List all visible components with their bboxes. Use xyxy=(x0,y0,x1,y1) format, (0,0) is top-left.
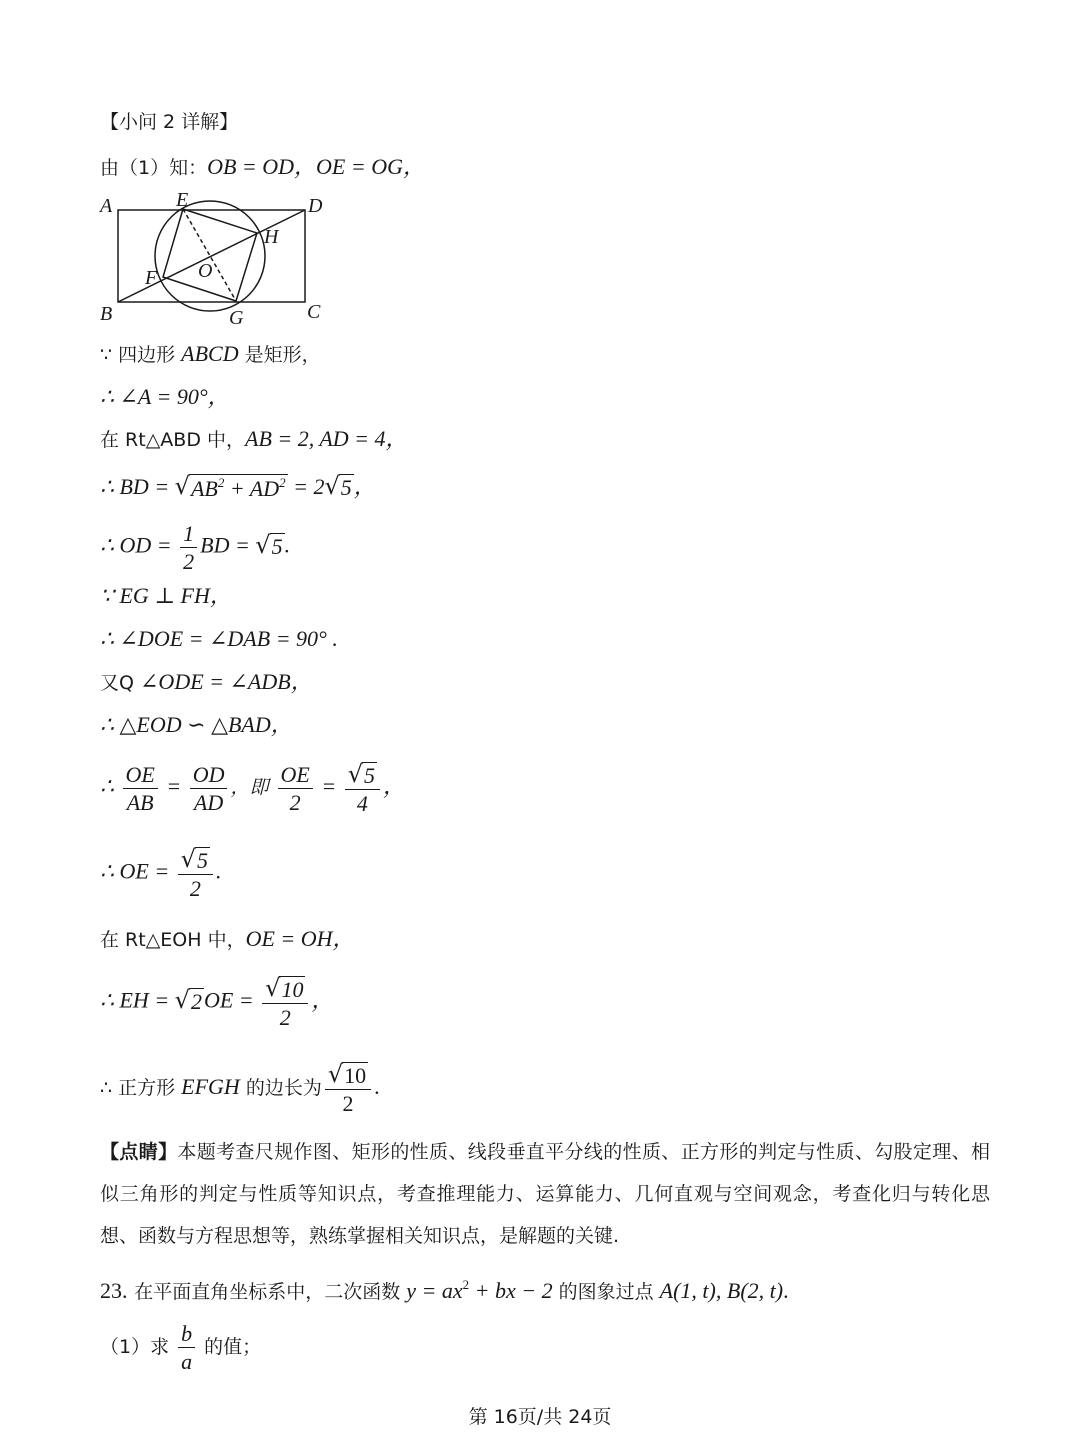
rt-abd-math: AB = 2, AD = 4， xyxy=(245,426,408,451)
ratio-sqrt5-4: √ 5 4 xyxy=(345,762,380,815)
oe-lhs: ∴ OE = xyxy=(100,858,175,884)
line-side-length xyxy=(100,1062,380,1115)
label-o: O xyxy=(198,260,213,282)
od-end: . xyxy=(284,532,291,558)
commentary-paragraph xyxy=(100,1131,990,1257)
ratio-oe-2: $\frac{OE}{2}$ xyxy=(278,763,313,814)
od-sqrt: √ 5 xyxy=(255,530,283,559)
label-e: E xyxy=(176,189,189,211)
eh-sqrt2: √ 2 xyxy=(174,985,202,1014)
func-rest: + bx − 2 xyxy=(469,1278,553,1303)
because-text: ∵ 四边形 xyxy=(100,344,182,366)
ratio-oe-ab: $\frac{OE}{AB}$ xyxy=(123,763,158,814)
problem-text-a: 在平面直角坐标系中，二次函数 xyxy=(134,1281,407,1303)
part1-fraction: $\frac{b}{a}$ xyxy=(178,1322,195,1373)
side-end: . xyxy=(374,1074,380,1100)
label-h: H xyxy=(264,226,279,248)
square-efgh xyxy=(163,209,257,301)
eh-lhs: ∴ EH = xyxy=(100,987,175,1013)
page-footer: 第 16页/共 24页 xyxy=(468,1406,612,1428)
given-math: OB = OD，OE = OG， xyxy=(207,154,425,179)
line-angle-a: ∴ ∠A = 90°， xyxy=(100,384,230,409)
od-mid: BD = xyxy=(200,532,256,558)
label-g: G xyxy=(229,307,244,329)
side-mid: 的边长为 xyxy=(239,1077,322,1100)
also-prefix: 又Q xyxy=(100,672,140,694)
eh-fraction: √ 10 2 xyxy=(262,976,308,1029)
label-a: A xyxy=(100,195,113,217)
od-lhs: ∴ OD = xyxy=(100,532,178,558)
geometry-figure xyxy=(96,188,341,333)
side-prefix: ∴ 正方形 xyxy=(100,1077,182,1100)
problem-23-part-1 xyxy=(100,1322,261,1373)
ratio-eq-2: = xyxy=(315,773,342,799)
label-f: F xyxy=(145,267,158,289)
func-y: y = ax xyxy=(406,1278,463,1303)
problem-text-b: 的图象过点 xyxy=(552,1281,660,1303)
bd-result-sqrt: √ 5 xyxy=(324,472,352,500)
angle-ode-math: ∠ODE = ∠ADB， xyxy=(140,669,313,694)
line-rectangle xyxy=(100,343,321,365)
efgh-math: EFGH xyxy=(181,1074,240,1100)
line-rt-eoh xyxy=(100,928,355,950)
label-d: D xyxy=(308,195,323,217)
commentary-tag: 【点睛】 xyxy=(100,1141,178,1163)
bd-lhs: ∴ BD = xyxy=(100,474,175,499)
bd-sqrt: √ $AB^2 + AD^2$ xyxy=(174,472,286,501)
label-c: C xyxy=(307,301,321,323)
rectangle-text: 是矩形， xyxy=(238,344,321,366)
problem-23-statement: 23. 在平面直角坐标系中，二次函数 $y = ax^2$ + bx − 2 的图象过点 A(1, t), B(2, t). xyxy=(100,1277,789,1303)
commentary-text: 本题考查尺规作图、矩形的性质、线段垂直平分线的性质、正方形的判定与性质、勾股定理、相似三角形的判定与性质等知识点，考查推理能力、运算能力、几何直观与空间观念，考查化归与转化思想、函数与方程思想等，熟练掌握相关知识点，是解题的关键. xyxy=(100,1141,990,1247)
ratio-end: ， xyxy=(383,773,406,799)
ratio-ji: ，即 xyxy=(230,776,275,799)
problem-points: A(1, t), B(2, t) xyxy=(659,1278,784,1303)
line-oe xyxy=(100,847,221,900)
bd-rhs: = 2 xyxy=(287,474,325,499)
oe-fraction: √ 5 2 xyxy=(178,847,213,900)
problem-end: . xyxy=(783,1278,789,1303)
side-fraction: √ 10 2 xyxy=(325,1062,371,1115)
bd-rad-plus: + AD xyxy=(224,476,280,501)
ratio-eq-1: = xyxy=(160,773,187,799)
line-bd xyxy=(100,474,376,500)
line-eh xyxy=(100,976,333,1029)
line-ratio xyxy=(100,762,405,815)
od-half-fraction: $\frac{1}{2}$ xyxy=(180,522,197,573)
ratio-lead: ∴ xyxy=(100,773,120,799)
line-angle-ode xyxy=(100,671,313,693)
rt-abd-prefix: 在 Rt△ABD 中， xyxy=(100,429,246,451)
line-angle-doe: ∴ ∠DOE = ∠DAB = 90° . xyxy=(100,626,338,651)
line-similar: ∴ △EOD ∽ △BAD， xyxy=(100,712,293,737)
bd-end: ， xyxy=(353,474,376,499)
abcd-math: ABCD xyxy=(181,341,239,366)
problem-number: 23. xyxy=(100,1278,128,1303)
eh-end: ， xyxy=(311,987,334,1013)
line-given xyxy=(100,156,425,178)
ratio-od-ad: $\frac{OD}{AD}$ xyxy=(190,763,228,814)
part1-suffix: 的值； xyxy=(198,1336,262,1359)
line-perpendicular: ∵ EG ⊥ FH， xyxy=(100,583,232,608)
label-b: B xyxy=(100,303,113,325)
rt-eoh-math: OE = OH， xyxy=(245,926,355,951)
bd-rad-a: AB xyxy=(190,476,218,501)
oe-end: . xyxy=(215,858,222,884)
given-prefix: 由（1）知： xyxy=(100,157,208,179)
part1-prefix: （1）求 xyxy=(100,1336,176,1359)
line-od xyxy=(100,522,290,573)
line-rt-abd xyxy=(100,428,408,450)
eh-mid: OE = xyxy=(203,987,260,1013)
section-heading: 【小问 2 详解】 xyxy=(100,111,239,133)
rt-eoh-prefix: 在 Rt△EOH 中， xyxy=(100,929,246,951)
segment-eg xyxy=(183,209,236,301)
